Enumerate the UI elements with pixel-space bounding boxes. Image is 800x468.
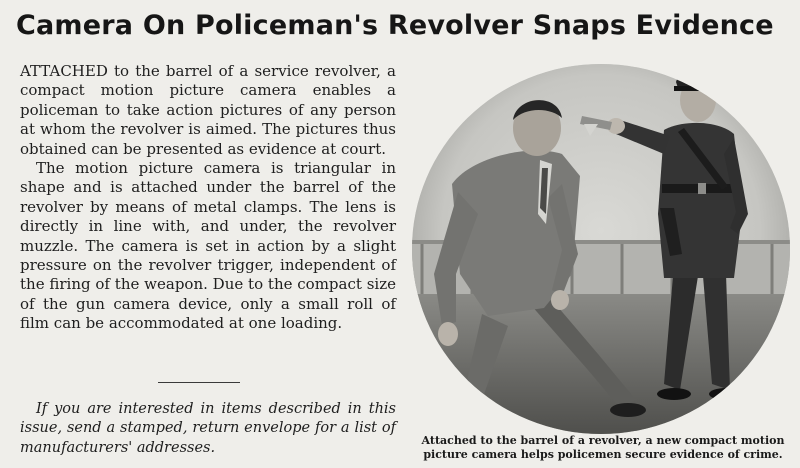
article-photo bbox=[412, 64, 790, 434]
article-headline: Camera On Policeman's Revolver Snaps Evidence bbox=[16, 10, 774, 41]
photo-illustration bbox=[412, 64, 790, 434]
article-paragraph-1: ATTACHED to the barrel of a service revolver, a compact motion picture camera enables a policeman to take action pictures of any person at whom the revolver is aimed. The pictures thus obtained can be presented as evidence at court. bbox=[20, 62, 396, 158]
section-divider bbox=[158, 382, 240, 383]
article-body bbox=[20, 62, 396, 334]
reader-note: If you are interested in items described in this issue, send a stamped, return envelope for a list of manufacturers' addresses. bbox=[20, 401, 396, 456]
article-paragraph-2: The motion picture camera is triangular in shape and is attached under the barrel of the revolver by means of metal clamps. The lens is directly in line with, and under, the revolver muzzle. The camera is set in action by a slight pressure on the revolver trigger, independent of the firing of the weapon. Due to the compact size of the gun camera device, only a small roll of film can be accommodated at one loading. bbox=[20, 159, 396, 333]
photo-caption: Attached to the barrel of a revolver, a new compact motion picture camera helps policemen secure evidence of crime. bbox=[421, 434, 785, 461]
